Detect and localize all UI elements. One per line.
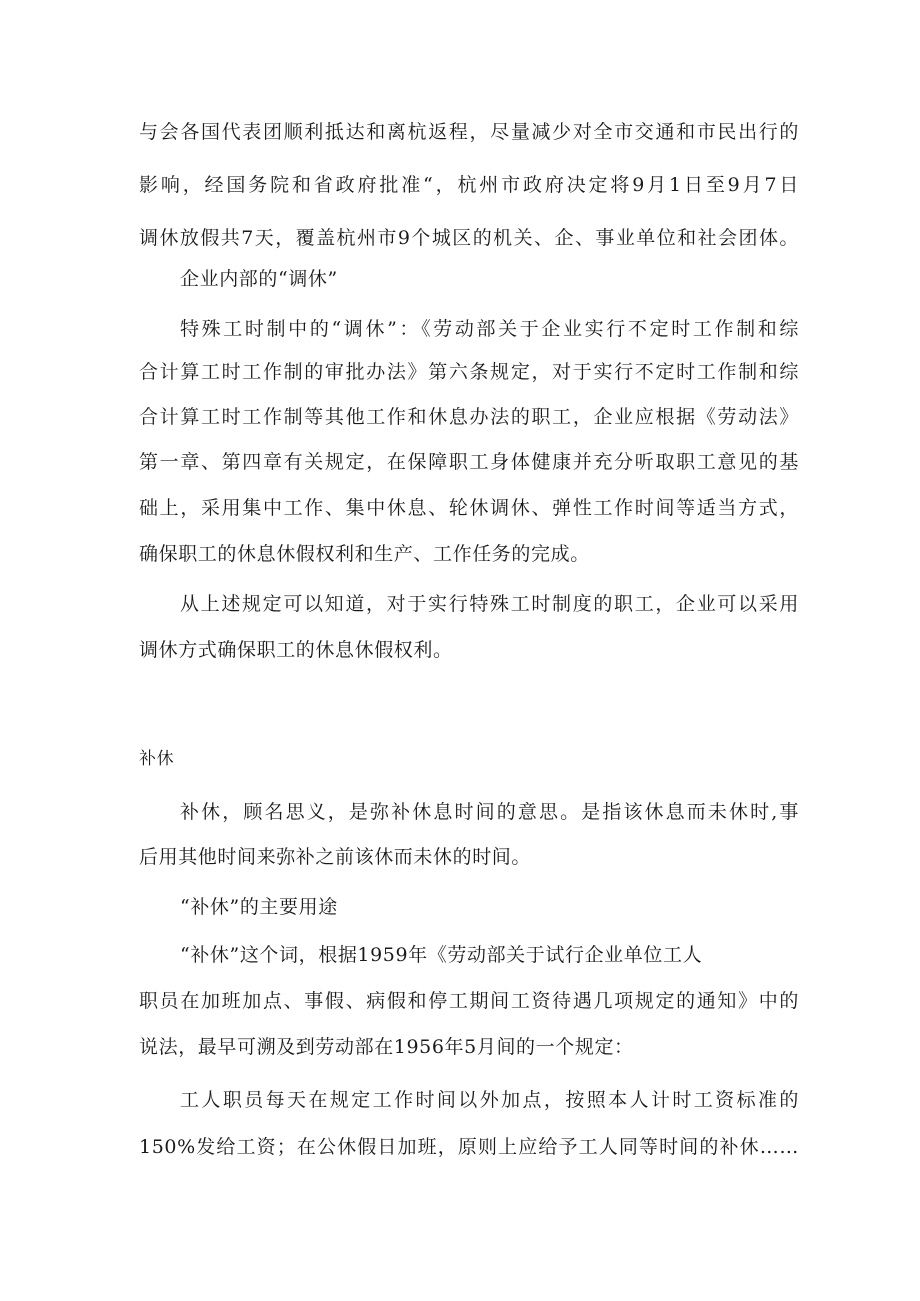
- paragraph-line: 调休方式确保职工的休息休假权利。: [139, 639, 453, 661]
- paragraph-line: 确保职工的休息休假权利和生产、工作任务的完成。: [139, 543, 590, 565]
- paragraph-line: 从上述规定可以知道，对于实行特殊工时制度的职工，企业可以采用: [180, 593, 799, 615]
- paragraph-line: 与会各国代表团顺利抵达和离杭返程，尽量减少对全市交通和市民出行的: [139, 121, 799, 143]
- paragraph-line: 补休，顾名思义，是弥补休息时间的意思。是指该休息而未休时,事: [180, 801, 799, 823]
- section-heading: 补休: [139, 749, 175, 769]
- paragraph-line: 影响，经国务院和省政府批准“，杭州市政府决定将9月1日至9月7日: [139, 174, 799, 196]
- section-heading: “补休”的主要用途: [180, 896, 338, 918]
- paragraph-line: 说法，最早可溯及到劳动部在1956年5月间的一个规定：: [139, 1036, 634, 1058]
- paragraph-line: 础上，采用集中工作、集中休息、轮休调休、弹性工作时间等适当方式，: [139, 497, 799, 519]
- paragraph-line: 150%发给工资；在公休假日加班，原则上应给予工人同等时间的补休……: [139, 1136, 799, 1158]
- paragraph-line: 第一章、第四章有关规定，在保障职工身体健康并充分听取职工意见的基: [139, 451, 799, 473]
- paragraph-line: 合计算工时工作制的审批办法》第六条规定，对于实行不定时工作制和综: [139, 361, 799, 383]
- paragraph-line: 后用其他时间来弥补之前该休而未休的时间。: [139, 846, 532, 868]
- paragraph-line: “补休”这个词，根据1959年《劳动部关于试行企业单位工人: [180, 944, 703, 966]
- section-heading: 企业内部的“调休”: [180, 268, 338, 290]
- paragraph-line: 工人职员每天在规定工作时间以外加点，按照本人计时工资标准的: [180, 1089, 799, 1111]
- paragraph-line: 职员在加班加点、事假、病假和停工期间工资待遇几项规定的通知》中的: [139, 990, 799, 1012]
- paragraph-line: 调休放假共7天，覆盖杭州市9个城区的机关、企、事业单位和社会团体。: [139, 227, 799, 249]
- paragraph-line: 特殊工时制中的“调休”：《劳动部关于企业实行不定时工作制和综: [180, 318, 799, 340]
- paragraph-line: 合计算工时工作制等其他工作和休息办法的职工，企业应根据《劳动法》: [139, 406, 799, 428]
